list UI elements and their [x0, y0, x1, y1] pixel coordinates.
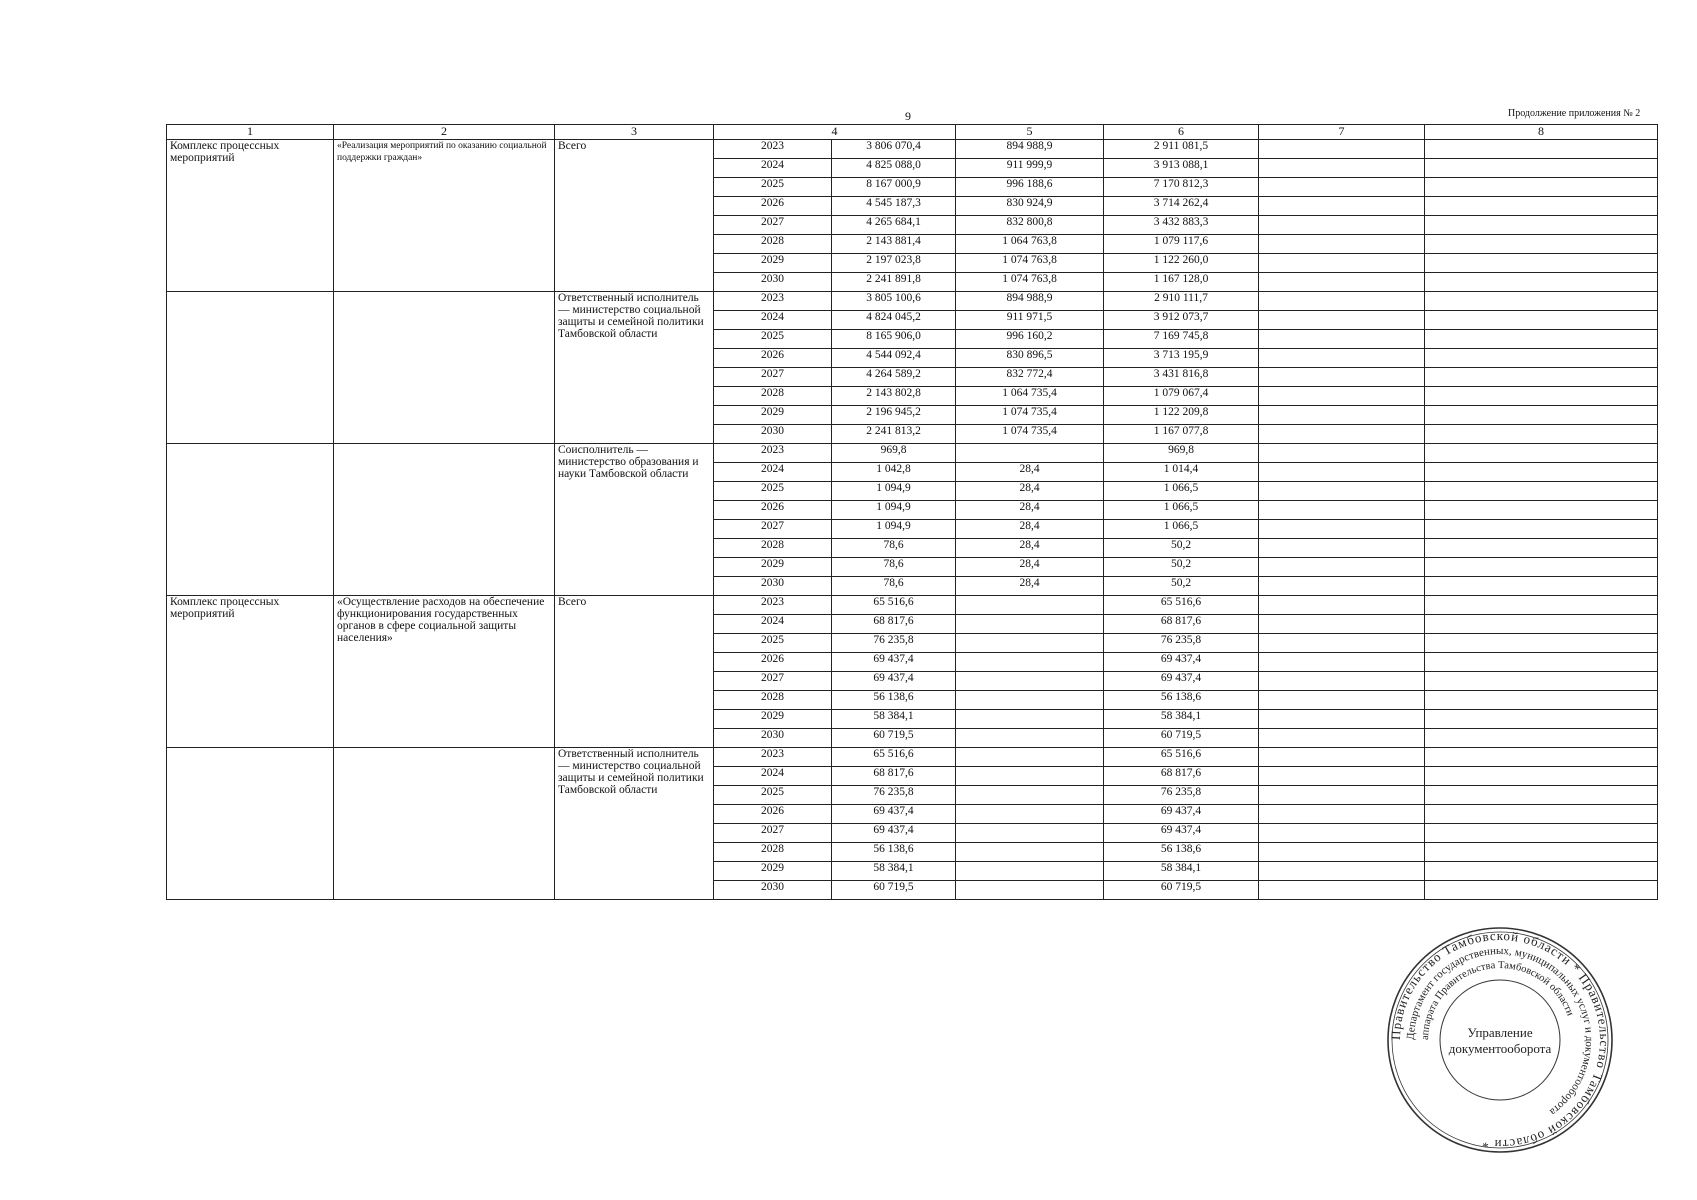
budget-table	[166, 124, 1658, 900]
regional-cell: 1 122 260,0	[1104, 254, 1259, 273]
total-cell: 4 265 684,1	[832, 216, 956, 235]
header-row	[167, 125, 1658, 140]
col8-cell	[1425, 159, 1658, 178]
col7-cell	[1259, 596, 1425, 615]
federal-cell	[956, 824, 1104, 843]
executor-cell: Соисполнитель — министерство образования и науки Тамбовской области	[555, 444, 714, 596]
col8-cell	[1425, 463, 1658, 482]
year-cell: 2024	[714, 767, 832, 786]
col7-cell	[1259, 444, 1425, 463]
event-name-cell: «Реализация мероприятий по оказанию социальной поддержки граждан»	[334, 140, 555, 292]
col8-cell	[1425, 292, 1658, 311]
col7-cell	[1259, 577, 1425, 596]
total-cell: 65 516,6	[832, 748, 956, 767]
total-cell: 60 719,5	[832, 881, 956, 900]
col8-cell	[1425, 235, 1658, 254]
year-cell: 2024	[714, 159, 832, 178]
col8-cell	[1425, 634, 1658, 653]
col-header-8: 8	[1425, 125, 1658, 140]
regional-cell: 3 431 816,8	[1104, 368, 1259, 387]
col8-cell	[1425, 805, 1658, 824]
col7-cell	[1259, 235, 1425, 254]
total-cell: 4 264 589,2	[832, 368, 956, 387]
col7-cell	[1259, 558, 1425, 577]
col8-cell	[1425, 444, 1658, 463]
col7-cell	[1259, 672, 1425, 691]
regional-cell: 1 066,5	[1104, 482, 1259, 501]
year-cell: 2023	[714, 140, 832, 159]
col7-cell	[1259, 311, 1425, 330]
col8-cell	[1425, 729, 1658, 748]
total-cell: 69 437,4	[832, 653, 956, 672]
col7-cell	[1259, 368, 1425, 387]
year-cell: 2026	[714, 349, 832, 368]
col7-cell	[1259, 387, 1425, 406]
regional-cell: 60 719,5	[1104, 729, 1259, 748]
year-cell: 2028	[714, 539, 832, 558]
col7-cell	[1259, 197, 1425, 216]
col8-cell	[1425, 254, 1658, 273]
regional-cell: 1 079 117,6	[1104, 235, 1259, 254]
year-cell: 2026	[714, 653, 832, 672]
regional-cell: 7 170 812,3	[1104, 178, 1259, 197]
executor-cell: Ответственный исполнитель — министерство социальной защиты и семейной политики Тамбовской области	[555, 292, 714, 444]
col8-cell	[1425, 596, 1658, 615]
col7-cell	[1259, 862, 1425, 881]
col8-cell	[1425, 558, 1658, 577]
year-cell: 2030	[714, 577, 832, 596]
total-cell: 65 516,6	[832, 596, 956, 615]
federal-cell	[956, 444, 1104, 463]
federal-cell	[956, 767, 1104, 786]
federal-cell: 832 772,4	[956, 368, 1104, 387]
total-cell: 969,8	[832, 444, 956, 463]
year-cell: 2023	[714, 748, 832, 767]
col8-cell	[1425, 691, 1658, 710]
total-cell: 2 197 023,8	[832, 254, 956, 273]
col8-cell	[1425, 577, 1658, 596]
regional-cell: 1 079 067,4	[1104, 387, 1259, 406]
col7-cell	[1259, 748, 1425, 767]
col8-cell	[1425, 748, 1658, 767]
regional-cell: 1 066,5	[1104, 501, 1259, 520]
col8-cell	[1425, 862, 1658, 881]
year-cell: 2029	[714, 406, 832, 425]
federal-cell: 832 800,8	[956, 216, 1104, 235]
year-cell: 2026	[714, 805, 832, 824]
federal-cell: 894 988,9	[956, 292, 1104, 311]
federal-cell: 1 074 735,4	[956, 406, 1104, 425]
total-cell: 1 094,9	[832, 482, 956, 501]
regional-cell: 60 719,5	[1104, 881, 1259, 900]
event-type-cell: Комплекс процессных мероприятий	[167, 596, 334, 748]
regional-cell: 68 817,6	[1104, 767, 1259, 786]
stamp-outer-text: Правительство Тамбовской области * Правительство Тамбовской области *	[1387, 927, 1613, 1153]
total-cell: 78,6	[832, 577, 956, 596]
col8-cell	[1425, 824, 1658, 843]
federal-cell	[956, 691, 1104, 710]
year-cell: 2026	[714, 501, 832, 520]
col8-cell	[1425, 197, 1658, 216]
col-header-6: 6	[1104, 125, 1259, 140]
regional-cell: 69 437,4	[1104, 672, 1259, 691]
regional-cell: 1 167 077,8	[1104, 425, 1259, 444]
regional-cell: 76 235,8	[1104, 634, 1259, 653]
total-cell: 4 825 088,0	[832, 159, 956, 178]
stamp-inner-text: аппарата Правительства Тамбовской области	[1419, 959, 1576, 1041]
col7-cell	[1259, 501, 1425, 520]
total-cell: 56 138,6	[832, 691, 956, 710]
executor-cell: Ответственный исполнитель — министерство социальной защиты и семейной политики Тамбовской области	[555, 748, 714, 900]
table-row	[167, 292, 1658, 311]
col8-cell	[1425, 140, 1658, 159]
federal-cell	[956, 634, 1104, 653]
regional-cell: 7 169 745,8	[1104, 330, 1259, 349]
total-cell: 1 094,9	[832, 501, 956, 520]
year-cell: 2028	[714, 235, 832, 254]
event-type-cell: Комплекс процессных мероприятий	[167, 140, 334, 292]
stamp-middle-text: Департамент государственных, муниципальных услуг и документооборота	[1404, 944, 1596, 1118]
federal-cell	[956, 672, 1104, 691]
continuation-label: Продолжение приложения № 2	[1508, 108, 1641, 119]
col7-cell	[1259, 634, 1425, 653]
year-cell: 2027	[714, 216, 832, 235]
col8-cell	[1425, 273, 1658, 292]
year-cell: 2029	[714, 710, 832, 729]
stamp-center-line2: документооборота	[1448, 1041, 1552, 1056]
total-cell: 1 042,8	[832, 463, 956, 482]
col8-cell	[1425, 330, 1658, 349]
total-cell: 8 165 906,0	[832, 330, 956, 349]
federal-cell	[956, 805, 1104, 824]
regional-cell: 76 235,8	[1104, 786, 1259, 805]
federal-cell	[956, 710, 1104, 729]
federal-cell: 894 988,9	[956, 140, 1104, 159]
total-cell: 78,6	[832, 558, 956, 577]
total-cell: 69 437,4	[832, 672, 956, 691]
federal-cell: 996 160,2	[956, 330, 1104, 349]
col-header-5: 5	[956, 125, 1104, 140]
page-number: 9	[905, 109, 911, 123]
total-cell: 2 143 881,4	[832, 235, 956, 254]
total-cell: 69 437,4	[832, 824, 956, 843]
year-cell: 2029	[714, 862, 832, 881]
event-type-cell	[167, 748, 334, 900]
total-cell: 3 805 100,6	[832, 292, 956, 311]
federal-cell: 28,4	[956, 463, 1104, 482]
year-cell: 2026	[714, 197, 832, 216]
col8-cell	[1425, 482, 1658, 501]
official-stamp	[1385, 925, 1615, 1155]
total-cell: 69 437,4	[832, 805, 956, 824]
federal-cell	[956, 615, 1104, 634]
col8-cell	[1425, 349, 1658, 368]
regional-cell: 3 713 195,9	[1104, 349, 1259, 368]
total-cell: 76 235,8	[832, 786, 956, 805]
col7-cell	[1259, 273, 1425, 292]
federal-cell: 28,4	[956, 558, 1104, 577]
total-cell: 76 235,8	[832, 634, 956, 653]
col-header-7: 7	[1259, 125, 1425, 140]
federal-cell: 996 188,6	[956, 178, 1104, 197]
total-cell: 2 241 891,8	[832, 273, 956, 292]
federal-cell	[956, 881, 1104, 900]
col8-cell	[1425, 767, 1658, 786]
year-cell: 2027	[714, 368, 832, 387]
col7-cell	[1259, 767, 1425, 786]
executor-cell: Всего	[555, 596, 714, 748]
total-cell: 4 545 187,3	[832, 197, 956, 216]
col8-cell	[1425, 520, 1658, 539]
col7-cell	[1259, 178, 1425, 197]
col7-cell	[1259, 843, 1425, 862]
federal-cell: 28,4	[956, 520, 1104, 539]
federal-cell: 1 064 763,8	[956, 235, 1104, 254]
regional-cell: 50,2	[1104, 577, 1259, 596]
col-header-2: 2	[334, 125, 555, 140]
total-cell: 3 806 070,4	[832, 140, 956, 159]
total-cell: 2 196 945,2	[832, 406, 956, 425]
regional-cell: 56 138,6	[1104, 843, 1259, 862]
federal-cell: 28,4	[956, 501, 1104, 520]
total-cell: 78,6	[832, 539, 956, 558]
col8-cell	[1425, 786, 1658, 805]
year-cell: 2023	[714, 596, 832, 615]
year-cell: 2025	[714, 634, 832, 653]
regional-cell: 969,8	[1104, 444, 1259, 463]
total-cell: 1 094,9	[832, 520, 956, 539]
federal-cell	[956, 729, 1104, 748]
regional-cell: 3 913 088,1	[1104, 159, 1259, 178]
col7-cell	[1259, 463, 1425, 482]
event-type-cell	[167, 292, 334, 444]
federal-cell: 1 074 763,8	[956, 254, 1104, 273]
regional-cell: 3 912 073,7	[1104, 311, 1259, 330]
federal-cell: 1 074 763,8	[956, 273, 1104, 292]
year-cell: 2030	[714, 881, 832, 900]
federal-cell: 911 999,9	[956, 159, 1104, 178]
year-cell: 2028	[714, 387, 832, 406]
event-name-cell	[334, 444, 555, 596]
col8-cell	[1425, 387, 1658, 406]
col7-cell	[1259, 615, 1425, 634]
year-cell: 2023	[714, 292, 832, 311]
total-cell: 8 167 000,9	[832, 178, 956, 197]
col8-cell	[1425, 368, 1658, 387]
col8-cell	[1425, 653, 1658, 672]
year-cell: 2023	[714, 444, 832, 463]
year-cell: 2024	[714, 463, 832, 482]
total-cell: 56 138,6	[832, 843, 956, 862]
year-cell: 2025	[714, 178, 832, 197]
regional-cell: 65 516,6	[1104, 596, 1259, 615]
col8-cell	[1425, 881, 1658, 900]
regional-cell: 3 432 883,3	[1104, 216, 1259, 235]
year-cell: 2029	[714, 254, 832, 273]
regional-cell: 2 911 081,5	[1104, 140, 1259, 159]
year-cell: 2027	[714, 672, 832, 691]
total-cell: 68 817,6	[832, 767, 956, 786]
regional-cell: 69 437,4	[1104, 653, 1259, 672]
col8-cell	[1425, 425, 1658, 444]
total-cell: 4 824 045,2	[832, 311, 956, 330]
regional-cell: 69 437,4	[1104, 805, 1259, 824]
regional-cell: 1 122 209,8	[1104, 406, 1259, 425]
year-cell: 2027	[714, 824, 832, 843]
col8-cell	[1425, 710, 1658, 729]
total-cell: 2 241 813,2	[832, 425, 956, 444]
regional-cell: 65 516,6	[1104, 748, 1259, 767]
regional-cell: 56 138,6	[1104, 691, 1259, 710]
col-header-1: 1	[167, 125, 334, 140]
federal-cell	[956, 843, 1104, 862]
regional-cell: 3 714 262,4	[1104, 197, 1259, 216]
year-cell: 2025	[714, 330, 832, 349]
federal-cell	[956, 862, 1104, 881]
col-header-4: 4	[714, 125, 956, 140]
year-cell: 2024	[714, 615, 832, 634]
federal-cell: 1 074 735,4	[956, 425, 1104, 444]
year-cell: 2028	[714, 691, 832, 710]
total-cell: 4 544 092,4	[832, 349, 956, 368]
regional-cell: 50,2	[1104, 539, 1259, 558]
col8-cell	[1425, 311, 1658, 330]
year-cell: 2030	[714, 273, 832, 292]
year-cell: 2027	[714, 520, 832, 539]
regional-cell: 1 167 128,0	[1104, 273, 1259, 292]
year-cell: 2024	[714, 311, 832, 330]
total-cell: 60 719,5	[832, 729, 956, 748]
federal-cell: 830 924,9	[956, 197, 1104, 216]
regional-cell: 1 014,4	[1104, 463, 1259, 482]
federal-cell: 1 064 735,4	[956, 387, 1104, 406]
event-type-cell	[167, 444, 334, 596]
year-cell: 2025	[714, 786, 832, 805]
regional-cell: 58 384,1	[1104, 710, 1259, 729]
regional-cell: 2 910 111,7	[1104, 292, 1259, 311]
col7-cell	[1259, 729, 1425, 748]
col8-cell	[1425, 216, 1658, 235]
col7-cell	[1259, 805, 1425, 824]
col7-cell	[1259, 482, 1425, 501]
col7-cell	[1259, 539, 1425, 558]
regional-cell: 68 817,6	[1104, 615, 1259, 634]
col7-cell	[1259, 691, 1425, 710]
year-cell: 2028	[714, 843, 832, 862]
col7-cell	[1259, 653, 1425, 672]
federal-cell: 911 971,5	[956, 311, 1104, 330]
event-name-cell	[334, 748, 555, 900]
federal-cell: 28,4	[956, 577, 1104, 596]
federal-cell	[956, 596, 1104, 615]
event-name-cell	[334, 292, 555, 444]
total-cell: 68 817,6	[832, 615, 956, 634]
stamp-center-line1: Управление	[1467, 1025, 1533, 1040]
total-cell: 2 143 802,8	[832, 387, 956, 406]
col-header-3: 3	[555, 125, 714, 140]
federal-cell: 28,4	[956, 539, 1104, 558]
year-cell: 2025	[714, 482, 832, 501]
col8-cell	[1425, 539, 1658, 558]
col7-cell	[1259, 159, 1425, 178]
event-name-cell: «Осуществление расходов на обеспечение функционирования государственных органов в сфере социальной защиты населения»	[334, 596, 555, 748]
year-cell: 2029	[714, 558, 832, 577]
total-cell: 58 384,1	[832, 862, 956, 881]
federal-cell: 28,4	[956, 482, 1104, 501]
col7-cell	[1259, 216, 1425, 235]
col7-cell	[1259, 710, 1425, 729]
col7-cell	[1259, 406, 1425, 425]
col7-cell	[1259, 330, 1425, 349]
table-row	[167, 444, 1658, 463]
year-cell: 2030	[714, 729, 832, 748]
col7-cell	[1259, 349, 1425, 368]
col7-cell	[1259, 786, 1425, 805]
col7-cell	[1259, 140, 1425, 159]
col7-cell	[1259, 824, 1425, 843]
table-row	[167, 140, 1658, 159]
col8-cell	[1425, 406, 1658, 425]
table-row	[167, 748, 1658, 767]
col8-cell	[1425, 501, 1658, 520]
col8-cell	[1425, 178, 1658, 197]
total-cell: 58 384,1	[832, 710, 956, 729]
regional-cell: 58 384,1	[1104, 862, 1259, 881]
table-row	[167, 596, 1658, 615]
regional-cell: 69 437,4	[1104, 824, 1259, 843]
federal-cell	[956, 653, 1104, 672]
year-cell: 2030	[714, 425, 832, 444]
col7-cell	[1259, 254, 1425, 273]
federal-cell: 830 896,5	[956, 349, 1104, 368]
col8-cell	[1425, 843, 1658, 862]
col7-cell	[1259, 292, 1425, 311]
col8-cell	[1425, 672, 1658, 691]
col7-cell	[1259, 520, 1425, 539]
col7-cell	[1259, 425, 1425, 444]
executor-cell: Всего	[555, 140, 714, 292]
regional-cell: 1 066,5	[1104, 520, 1259, 539]
federal-cell	[956, 786, 1104, 805]
col7-cell	[1259, 881, 1425, 900]
col8-cell	[1425, 615, 1658, 634]
federal-cell	[956, 748, 1104, 767]
regional-cell: 50,2	[1104, 558, 1259, 577]
